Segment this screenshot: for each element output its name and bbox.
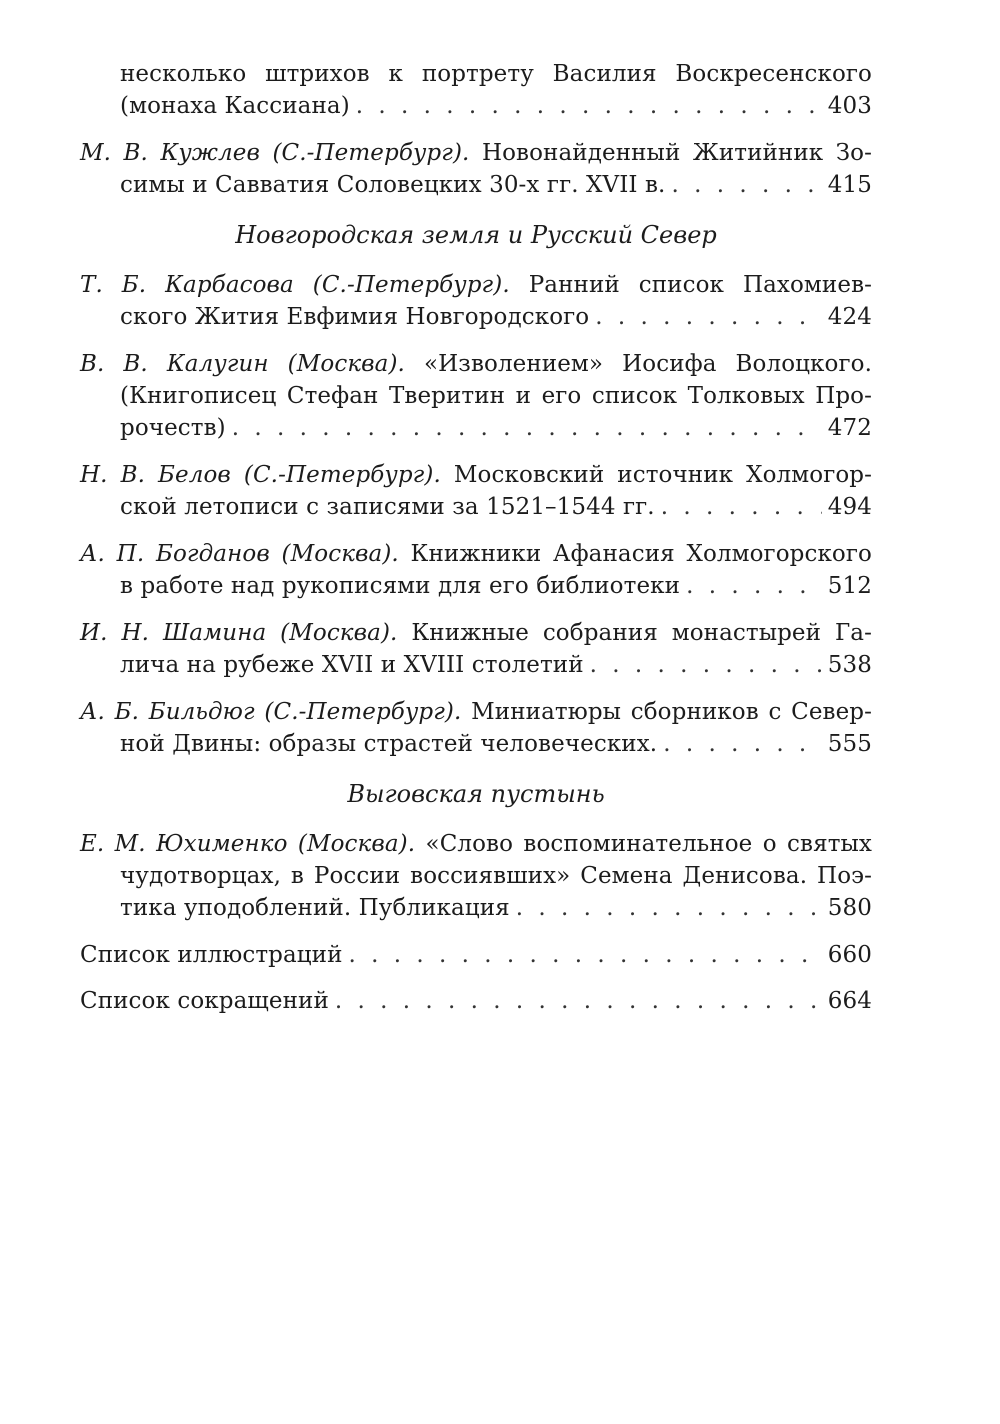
entry-title-line: «Слово воспоминательное о святых: [425, 831, 872, 857]
entry-last-line: [80, 939, 872, 971]
entry-title-line: ского Жития Евфимия Новгородского: [120, 304, 590, 330]
entry-author: В. В. Калугин (Москва).: [80, 351, 405, 377]
entry-title-line: Миниатюры сборников с Север-: [471, 699, 872, 725]
entry-last-line: [80, 570, 872, 602]
entry-title-line: (Книгописец Стефан Тверитин и его список Толковых Про-: [120, 383, 872, 409]
page-number: 472: [827, 415, 872, 441]
page-number: 403: [827, 93, 872, 119]
toc-entry[interactable]: [80, 828, 872, 924]
page-number: 512: [827, 573, 872, 599]
table-of-contents: [80, 58, 872, 1017]
entry-title-line: Список сокращений: [80, 988, 329, 1014]
entry-line: [80, 860, 872, 892]
entry-line: [80, 617, 872, 649]
entry-title-line: ной Двины: образы страстей человеческих.: [120, 731, 658, 757]
leader-dots: [671, 169, 821, 201]
entry-title-line: лича на рубеже XVII и XVIII столетий: [120, 652, 584, 678]
leader-dots: [232, 412, 822, 444]
entry-title-line: (монаха Кассиана): [120, 93, 350, 119]
entry-author: Т. Б. Карбасова (С.-Петербург).: [80, 272, 510, 298]
entry-title-line: в работе над рукописями для его библиотеки: [120, 573, 681, 599]
entry-line: [80, 348, 872, 380]
entry-author: А. Б. Бильдюг (С.-Петербург).: [80, 699, 462, 725]
entry-last-line: [80, 728, 872, 760]
entry-last-line: [80, 301, 872, 333]
page-number: 555: [827, 731, 872, 757]
toc-entry[interactable]: [80, 696, 872, 760]
leader-dots: [590, 649, 822, 681]
page-number: 494: [827, 494, 872, 520]
entry-line: [80, 696, 872, 728]
page-number: 424: [827, 304, 872, 330]
toc-entry[interactable]: [80, 617, 872, 681]
entry-line: [80, 459, 872, 491]
entry-last-line: [80, 491, 872, 523]
page-number: 580: [827, 895, 872, 921]
leader-dots: [516, 892, 822, 924]
page-number: 538: [827, 652, 872, 678]
entry-author: Е. М. Юхименко (Москва).: [80, 831, 416, 857]
toc-entry[interactable]: [80, 538, 872, 602]
leader-dots: [686, 570, 822, 602]
leader-dots: [349, 939, 822, 971]
entry-last-line: [80, 985, 872, 1017]
entry-last-line: [80, 90, 872, 122]
entry-title-line: Ранний список Пахомиев-: [528, 272, 872, 298]
entry-line: [80, 380, 872, 412]
entry-title-line: рочеств): [120, 415, 226, 441]
page-number: 415: [827, 172, 872, 198]
entry-line: [80, 269, 872, 301]
section-heading: Новгородская земля и Русский Север: [235, 221, 717, 249]
toc-entry[interactable]: [80, 939, 872, 971]
entry-last-line: [80, 169, 872, 201]
toc-entry[interactable]: [80, 348, 872, 444]
entry-title-line: чудотворцах, в России воссиявших» Семена Денисова. Поэ-: [120, 863, 872, 889]
entry-last-line: [80, 649, 872, 681]
entry-last-line: [80, 892, 872, 924]
toc-entry[interactable]: [80, 269, 872, 333]
entry-title-line: Новонайденный Житийник Зо-: [481, 140, 873, 166]
entry-line: [80, 828, 872, 860]
entry-title-line: Книжные собрания монастырей Га-: [411, 620, 872, 646]
entry-author: А. П. Богданов (Москва).: [80, 541, 399, 567]
entry-title-line: Книжники Афанасия Холмогорского: [410, 541, 872, 567]
entry-author: И. Н. Шамина (Москва).: [80, 620, 398, 646]
page-number: 664: [827, 988, 872, 1014]
toc-entry[interactable]: [80, 985, 872, 1017]
entry-title-line: тика уподоблений. Публикация: [120, 895, 510, 921]
entry-title-line: ской летописи с записями за 1521–1544 гг.: [120, 494, 655, 520]
entry-last-line: [80, 412, 872, 444]
entry-author: Н. В. Белов (С.-Петербург).: [80, 462, 441, 488]
toc-entry[interactable]: [80, 459, 872, 523]
entry-title-line: несколько штрихов к портрету Василия Воскресенского: [120, 61, 872, 87]
entry-line: [80, 538, 872, 570]
entry-line: [80, 58, 872, 90]
toc-entry[interactable]: [80, 137, 872, 201]
leader-dots: [595, 301, 822, 333]
entry-title-line: «Изволением» Иосифа Волоцкого.: [423, 351, 872, 377]
section-heading: Выговская пустынь: [347, 780, 605, 808]
page-number: 660: [827, 942, 872, 968]
leader-dots: [663, 728, 822, 760]
entry-title-line: Список иллюстраций: [80, 942, 343, 968]
entry-line: [80, 137, 872, 169]
entry-title-line: симы и Савватия Соловецких 30-х гг. XVII в.: [120, 172, 666, 198]
leader-dots: [335, 985, 822, 1017]
entry-author: М. В. Кужлев (С.-Петербург).: [80, 140, 470, 166]
entry-title-line: Московский источник Холмогор-: [453, 462, 872, 488]
toc-entry[interactable]: [80, 58, 872, 122]
leader-dots: [661, 491, 822, 523]
leader-dots: [356, 90, 822, 122]
